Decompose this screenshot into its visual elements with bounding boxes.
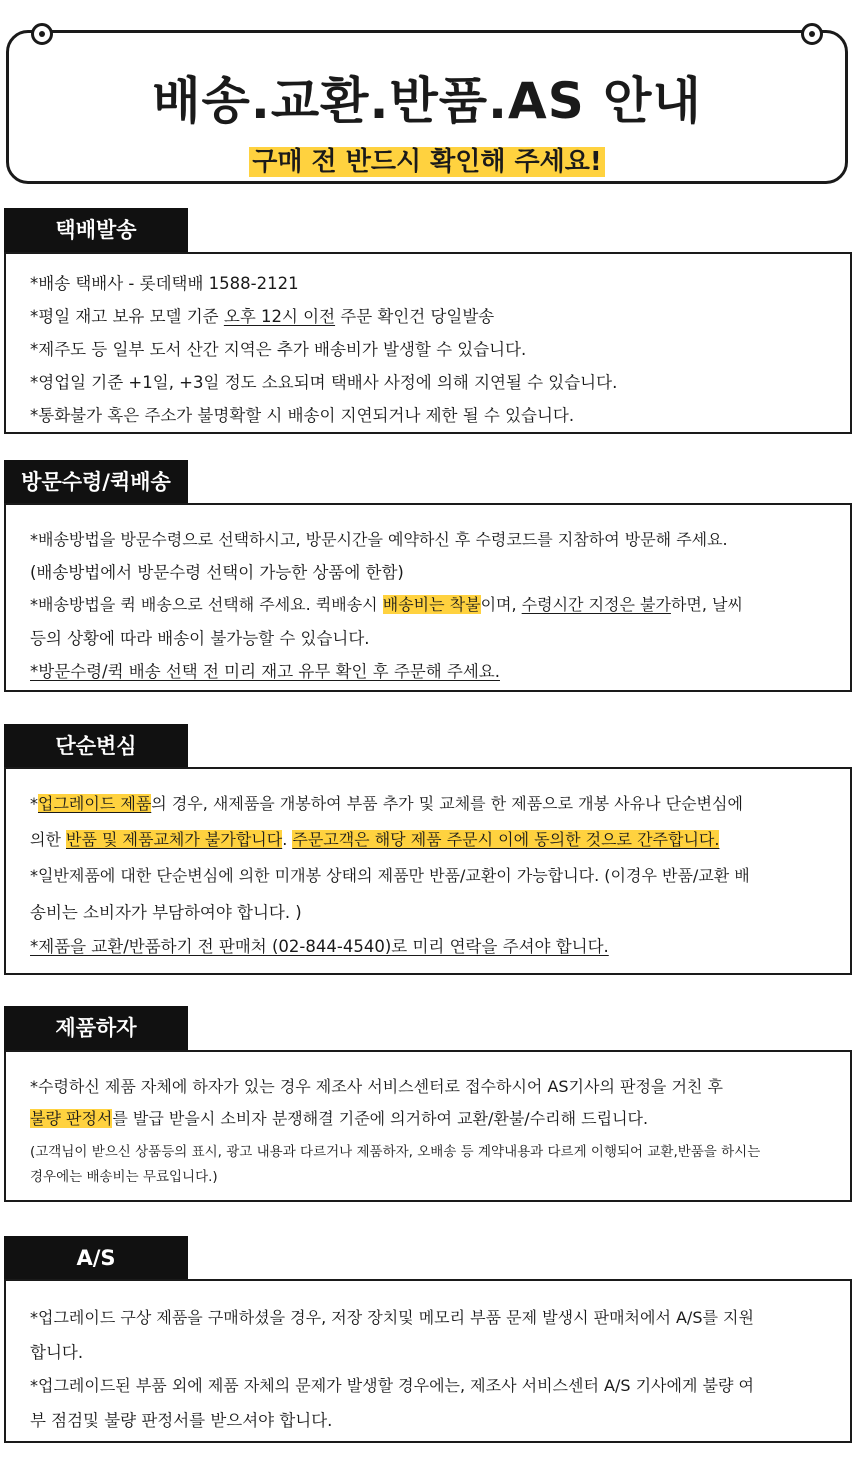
notice-line: *배송방법을 퀵 배송으로 선택해 주세요. 퀵배송시 배송비는 착불이며, 수령시간 지정은 불가하면, 날씨 bbox=[30, 595, 743, 614]
notice-line: *수령하신 제품 자체에 하자가 있는 경우 제조사 서비스센터로 접수하시어 AS기사의 판정을 거친 후 bbox=[30, 1077, 723, 1096]
section-box-as bbox=[4, 1279, 852, 1443]
notice-line: *통화불가 혹은 주소가 불명확할 시 배송이 지연되거나 제한 될 수 있습니다. bbox=[30, 406, 575, 425]
section-box-pickup bbox=[4, 503, 852, 692]
notice-line: 경우에는 배송비는 무료입니다.) bbox=[30, 1169, 218, 1185]
hanging-hole-icon bbox=[31, 23, 53, 45]
notice-line: 부 점검및 불량 판정서를 받으셔야 합니다. bbox=[30, 1411, 333, 1430]
notice-line: *업그레이드된 부품 외에 제품 자체의 문제가 발생할 경우에는, 제조사 서비스센터 A/S 기사에게 불량 여 bbox=[30, 1376, 754, 1395]
notice-line: *영업일 기준 +1일, +3일 정도 소요되며 택배사 사정에 의해 지연될 수 있습니다. bbox=[30, 373, 618, 392]
section-box-defect bbox=[4, 1050, 852, 1202]
page-subtitle: 구매 전 반드시 확인해 주세요! bbox=[9, 141, 845, 178]
notice-line: *업그레이드 구상 제품을 구매하셨을 경우, 저장 장치및 메모리 부품 문제 발생시 판매처에서 A/S를 지원 bbox=[30, 1308, 754, 1327]
notice-line: 등의 상황에 따라 배송이 불가능할 수 있습니다. bbox=[30, 629, 370, 648]
section-tab-change-of-mind: 단순변심 bbox=[4, 724, 188, 768]
notice-line: *제주도 등 일부 도서 산간 지역은 추가 배송비가 발생할 수 있습니다. bbox=[30, 340, 527, 359]
section-tab-courier: 택배발송 bbox=[4, 208, 188, 252]
notice-line: 의한 반품 및 제품교체가 불가합니다. 주문고객은 해당 제품 주문시 이에 동의한 것으로 간주합니다. bbox=[30, 830, 720, 849]
notice-line: 송비는 소비자가 부담하여야 합니다. ) bbox=[30, 903, 302, 922]
notice-line: *일반제품에 대한 단순변심에 의한 미개봉 상태의 제품만 반품/교환이 가능합니다. (이경우 반품/교환 배 bbox=[30, 866, 750, 885]
notice-line: *배송방법을 방문수령으로 선택하시고, 방문시간을 예약하신 후 수령코드를 지참하여 방문해 주세요. bbox=[30, 530, 728, 549]
section-box-change-of-mind bbox=[4, 767, 852, 975]
section-tab-as: A/S bbox=[4, 1236, 188, 1280]
notice-line: (고객님이 받으신 상품등의 표시, 광고 내용과 다르거나 제품하자, 오배송 등 계약내용과 다르게 이행되어 교환,반품을 하시는 bbox=[30, 1144, 761, 1160]
notice-line: *평일 재고 보유 모델 기준 오후 12시 이전 주문 확인건 당일발송 bbox=[30, 307, 495, 326]
section-tab-pickup: 방문수령/퀵배송 bbox=[4, 460, 188, 504]
section-box-courier bbox=[4, 252, 852, 434]
notice-line: *방문수령/퀵 배송 선택 전 미리 재고 유무 확인 후 주문해 주세요. bbox=[30, 662, 500, 681]
notice-line: *제품을 교환/반품하기 전 판매처 (02-844-4540)로 미리 연락을 주셔야 합니다. bbox=[30, 937, 609, 956]
section-tab-defect: 제품하자 bbox=[4, 1006, 188, 1050]
notice-line: 합니다. bbox=[30, 1343, 84, 1362]
header-sign bbox=[6, 30, 848, 184]
notice-line: *업그레이드 제품의 경우, 새제품을 개봉하여 부품 추가 및 교체를 한 제품으로 개봉 사유나 단순변심에 bbox=[30, 794, 743, 813]
page-title: 배송.교환.반품.AS 안내 bbox=[152, 72, 702, 130]
notice-line: (배송방법에서 방문수령 선택이 가능한 상품에 한함) bbox=[30, 563, 404, 582]
hanging-hole-icon bbox=[801, 23, 823, 45]
notice-line: *배송 택배사 - 롯데택배 1588-2121 bbox=[30, 274, 299, 293]
notice-line: 불량 판정서를 발급 받을시 소비자 분쟁해결 기준에 의거하여 교환/환불/수리해 드립니다. bbox=[30, 1109, 649, 1128]
